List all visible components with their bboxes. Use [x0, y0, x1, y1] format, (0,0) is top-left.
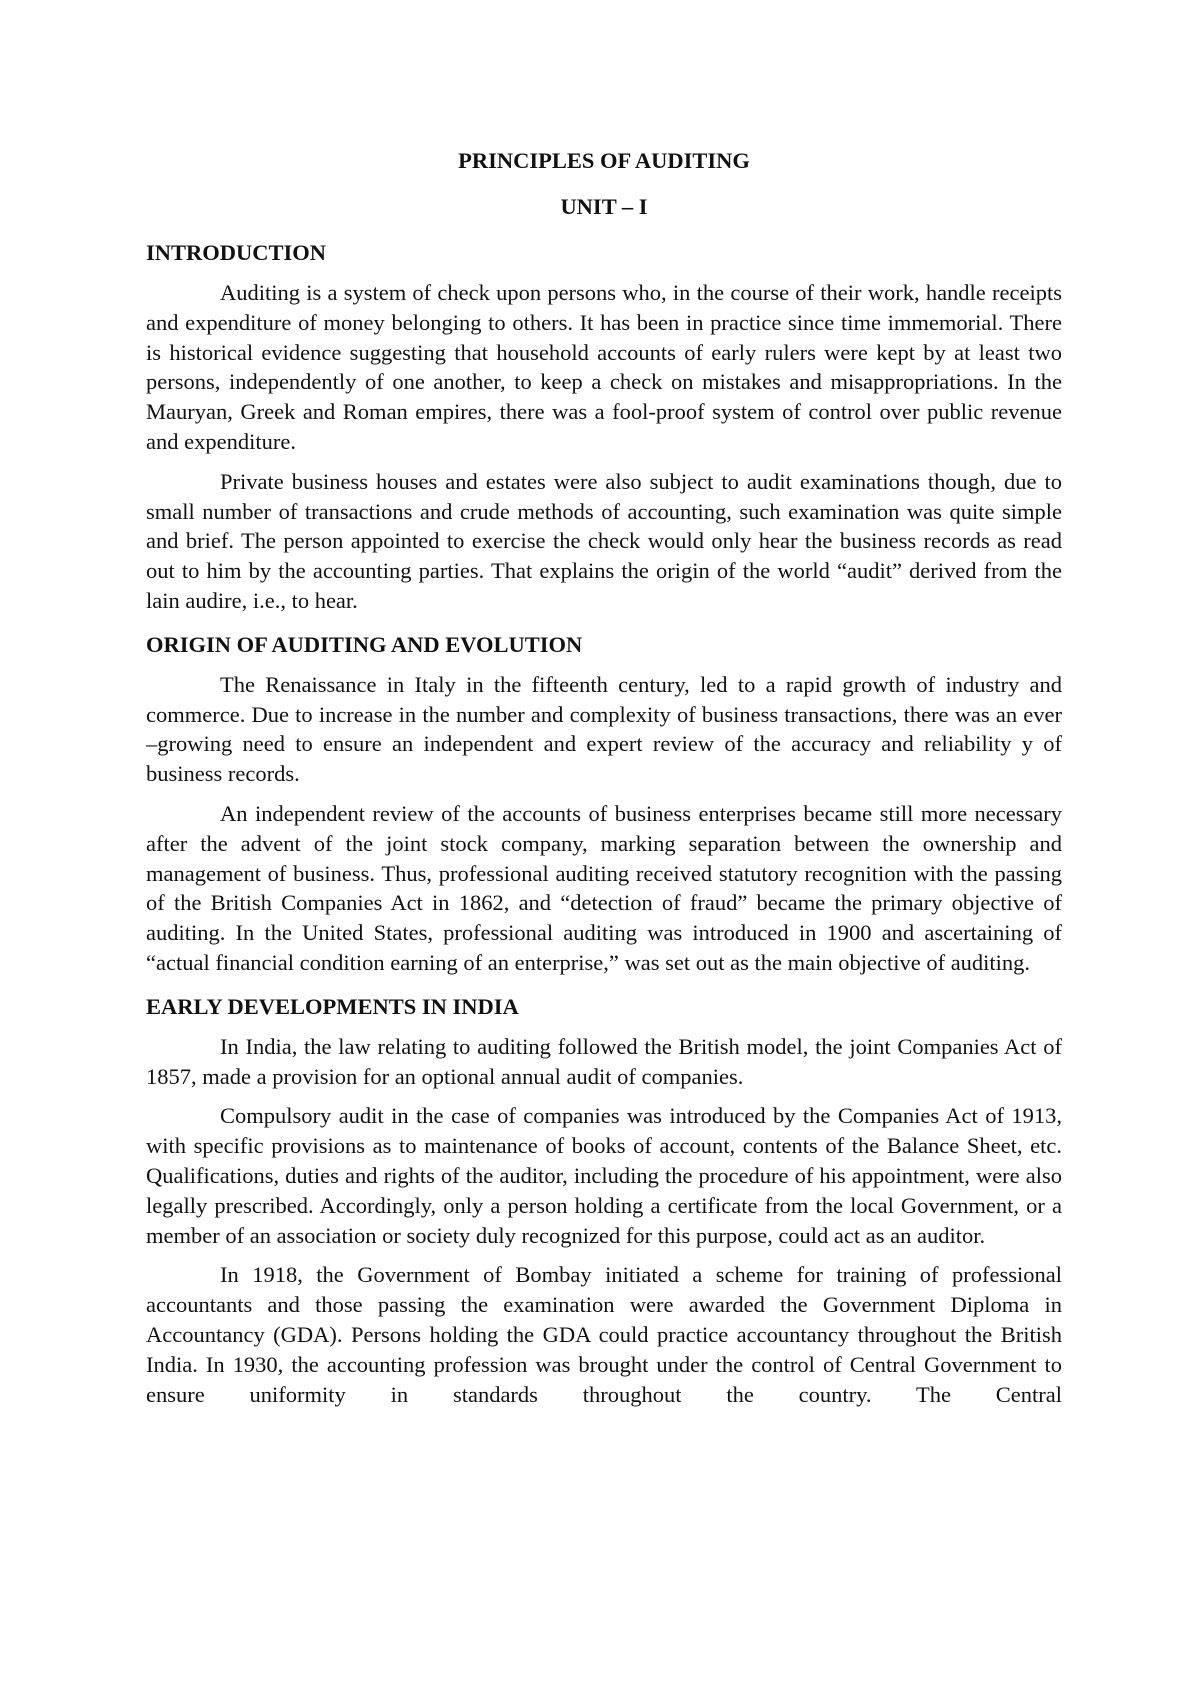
paragraph: Compulsory audit in the case of companies was introduced by the Companies Act of 1913, with specific provisions as to maintenance of books of account, contents of the Balance Sheet, etc. Qualifications, duties and rights of the auditor, including the procedure of his appointment, were also legally prescribed. Accordingly, only a person holding a certificate from the local Government, or a member of an association or society duly recognized for this purpose, could act as an auditor. [146, 1103, 1062, 1248]
paragraph: The Renaissance in Italy in the fifteenth century, led to a rapid growth of industry and commerce. Due to increase in the number and complexity of business transactions, there was an ever –growing need to ensure an independent and expert review of the accuracy and reliability y of business records. [146, 671, 1062, 787]
paragraph: In 1918, the Government of Bombay initiated a scheme for training of professional accountants and those passing the examination were awarded the Government Diploma in Accountancy (GDA). Persons holding the GDA could practice accountancy throughout the British India. In 1930, the accounting profession was brought under the control of Central Government to ensure uniformity in standards throughout the country. The Central [146, 1262, 1062, 1407]
document-page [146, 146, 1062, 1409]
section-heading-introduction: INTRODUCTION [146, 240, 327, 265]
document-title: PRINCIPLES OF AUDITING [458, 148, 750, 173]
unit-heading: UNIT – I [560, 194, 648, 219]
section-heading-early-developments: EARLY DEVELOPMENTS IN INDIA [146, 993, 519, 1019]
paragraph: An independent review of the accounts of business enterprises became still more necessary after the advent of the joint stock company, marking separation between the ownership and management of business. Thus, professional auditing received statutory recognition with the passing of the British Companies Act in 1862, and “detection of fraud” became the primary objective of auditing. In the United States, professional auditing was introduced in 1900 and ascertaining of “actual financial condition earning of an enterprise,” was set out as the main objective of auditing. [146, 800, 1062, 975]
paragraph: Private business houses and estates were also subject to audit examinations though, due to small number of transactions and crude methods of accounting, such examination was quite simple and brief. The person appointed to exercise the check would only hear the business records as read out to him by the accounting parties. That explains the origin of the world “audit” derived from the lain audire, i.e., to hear. [146, 468, 1062, 613]
section-heading-origin: ORIGIN OF AUDITING AND EVOLUTION [146, 631, 583, 657]
paragraph: Auditing is a system of check upon persons who, in the course of their work, handle receipts and expenditure of money belonging to others. It has been in practice since time immemorial. There is historical evidence suggesting that household accounts of early rulers were kept by at least two persons, independently of one another, to keep a check on mistakes and misappropriations. In the Mauryan, Greek and Roman empires, there was a fool-proof system of control over public revenue and expenditure. [146, 280, 1062, 454]
paragraph: In India, the law relating to auditing followed the British model, the joint Companies Act of 1857, made a provision for an optional annual audit of companies. [146, 1033, 1062, 1089]
